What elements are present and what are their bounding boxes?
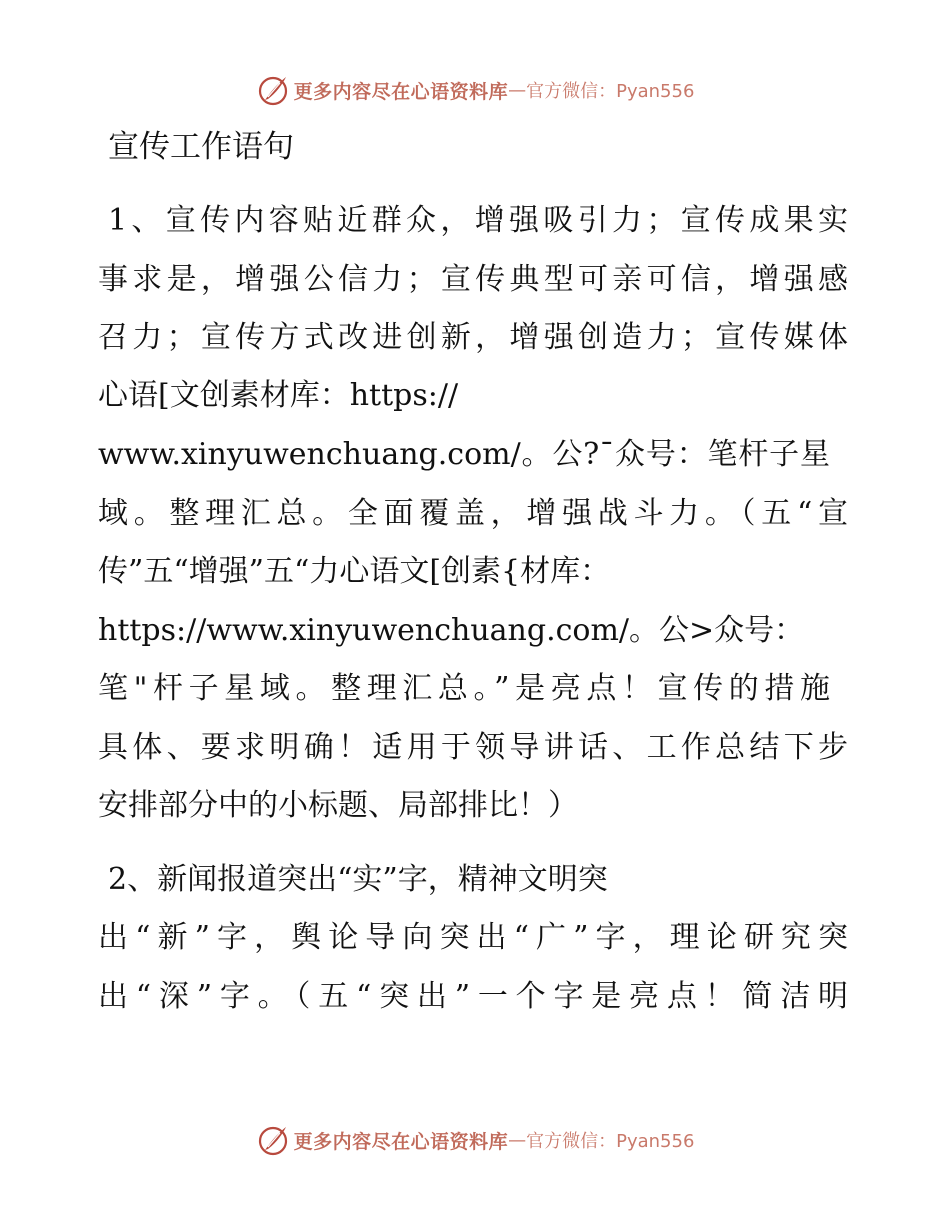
header-watermark-wechat: 官方微信：Pyan556 xyxy=(526,81,695,102)
feather-pen-logo-icon xyxy=(256,1123,290,1157)
footer-watermark xyxy=(0,1120,950,1160)
body-line: 安排部分中的小标题、局部排比！） xyxy=(98,788,578,823)
body-line: 心语[文创素材库：https:// xyxy=(98,378,459,413)
header-watermark xyxy=(0,70,950,110)
body-line: 出“新”字，舆论导向突出“广”字，理论研究突 xyxy=(98,920,848,955)
feather-pen-logo-icon xyxy=(256,73,290,107)
header-watermark-dash: — xyxy=(508,79,527,101)
body-line: 域。整理汇总。全面覆盖，增强战斗力。（五“宣 xyxy=(98,496,848,531)
body-line: 传”五“增强”五“力心语文[创素{材库： xyxy=(98,554,611,589)
body-line: 2、新闻报道突出“实”字，精神文明突 xyxy=(108,862,608,897)
body-line: https://www.xinyuwenchuang.com/。公>众号： xyxy=(98,613,805,648)
document-title: 宣传工作语句 xyxy=(108,129,294,165)
body-line: 召力；宣传方式改进创新，增强创造力；宣传媒体 xyxy=(98,320,848,355)
footer-watermark-dash: — xyxy=(508,1129,527,1151)
body-line: www.xinyuwenchuang.com/。公?¯众号：笔杆子星 xyxy=(98,437,830,472)
footer-watermark-wechat: 官方微信：Pyan556 xyxy=(526,1131,695,1152)
header-watermark-text: 更多内容尽在心语资料库 xyxy=(293,80,509,103)
body-line: 1、宣传内容贴近群众，增强吸引力；宣传成果实 xyxy=(108,203,848,238)
body-line: 出“深”字。（五“突出”一个字是亮点！简洁明 xyxy=(98,979,848,1014)
footer-watermark-text: 更多内容尽在心语资料库 xyxy=(293,1130,509,1153)
body-line: 笔"杆子星域。整理汇总。”是亮点！宣传的措施 xyxy=(98,671,830,706)
body-line: 事求是，增强公信力；宣传典型可亲可信，增强感 xyxy=(98,262,848,297)
body-line: 具体、要求明确！适用于领导讲话、工作总结下步 xyxy=(98,730,848,765)
